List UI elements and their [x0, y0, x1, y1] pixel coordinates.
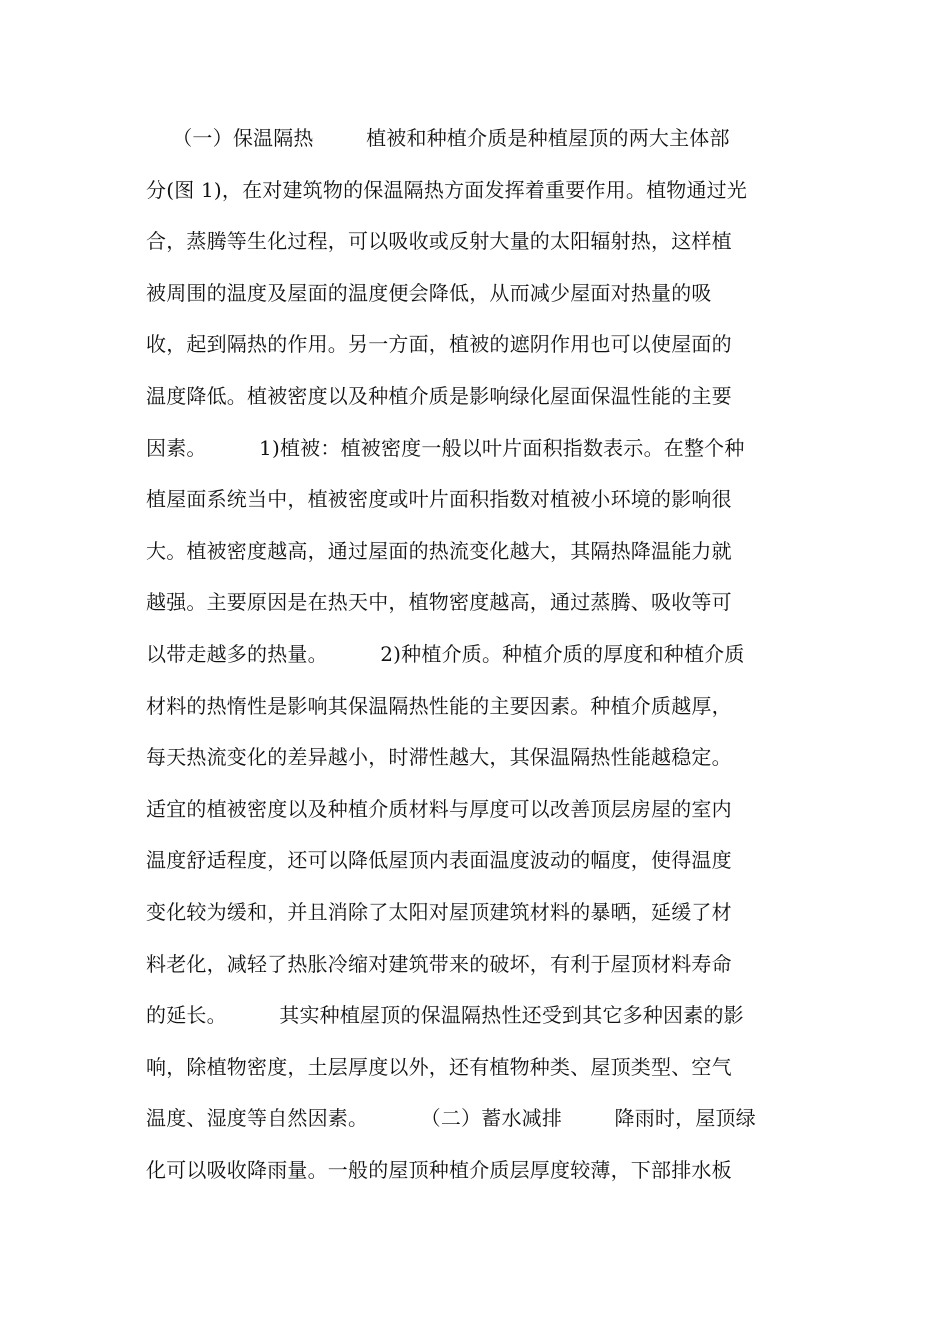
text-line: 每天热流变化的差异越小，时滞性越大，其保温隔热性能越稳定。 — [146, 745, 732, 770]
text-line: 的延长。 其实种植屋顶的保温隔热性还受到其它多种因素的影 — [146, 1003, 744, 1028]
text-line: 大。植被密度越高，通过屋面的热流变化越大，其隔热降温能力就 — [146, 538, 732, 563]
text-line: （一）保温隔热 植被和种植介质是种植屋顶的两大主体部 — [146, 126, 730, 150]
text-line: 响，除植物密度，土层厚度以外，还有植物种类、屋顶类型、空气 — [146, 1054, 732, 1079]
text-line: 越强。主要原因是在热天中，植物密度越高，通过蒸腾、吸收等可 — [146, 590, 732, 615]
text-line: 温度、湿度等自然因素。 （二）蓄水减排 降雨时，屋顶绿 — [146, 1106, 756, 1131]
text-line: 材料的热惰性是影响其保温隔热性能的主要因素。种植介质越厚， — [146, 693, 732, 718]
text-line: 适宜的植被密度以及种植介质材料与厚度可以改善顶层房屋的室内 — [146, 796, 732, 821]
text-line: 被周围的温度及屋面的温度便会降低，从而减少屋面对热量的吸 — [146, 280, 712, 305]
text-line: 植屋面系统当中，植被密度或叶片面积指数对植被小环境的影响很 — [146, 487, 732, 512]
text-line: 变化较为缓和，并且消除了太阳对屋顶建筑材料的暴晒，延缓了材 — [146, 899, 732, 924]
text-line: 合，蒸腾等生化过程，可以吸收或反射大量的太阳辐射热，这样植 — [146, 229, 732, 254]
text-line: 温度降低。植被密度以及种植介质是影响绿化屋面保温性能的主要 — [146, 383, 732, 408]
text-line: 化可以吸收降雨量。一般的屋顶种植介质层厚度较薄，下部排水板 — [146, 1157, 732, 1182]
text-line: 分(图 1)，在对建筑物的保温隔热方面发挥着重要作用。植物通过光 — [146, 177, 748, 202]
body-text — [146, 113, 806, 1196]
text-line: 料老化，减轻了热胀冷缩对建筑带来的破坏，有利于屋顶材料寿命 — [146, 951, 732, 976]
text-line: 因素。 1)植被：植被密度一般以叶片面积指数表示。在整个种 — [146, 435, 745, 460]
text-line: 收，起到隔热的作用。另一方面，植被的遮阴作用也可以使屋面的 — [146, 332, 732, 357]
text-line: 以带走越多的热量。 2)种植介质。种植介质的厚度和种植介质 — [146, 641, 745, 666]
text-line: 温度舒适程度，还可以降低屋顶内表面温度波动的幅度，使得温度 — [146, 848, 732, 873]
